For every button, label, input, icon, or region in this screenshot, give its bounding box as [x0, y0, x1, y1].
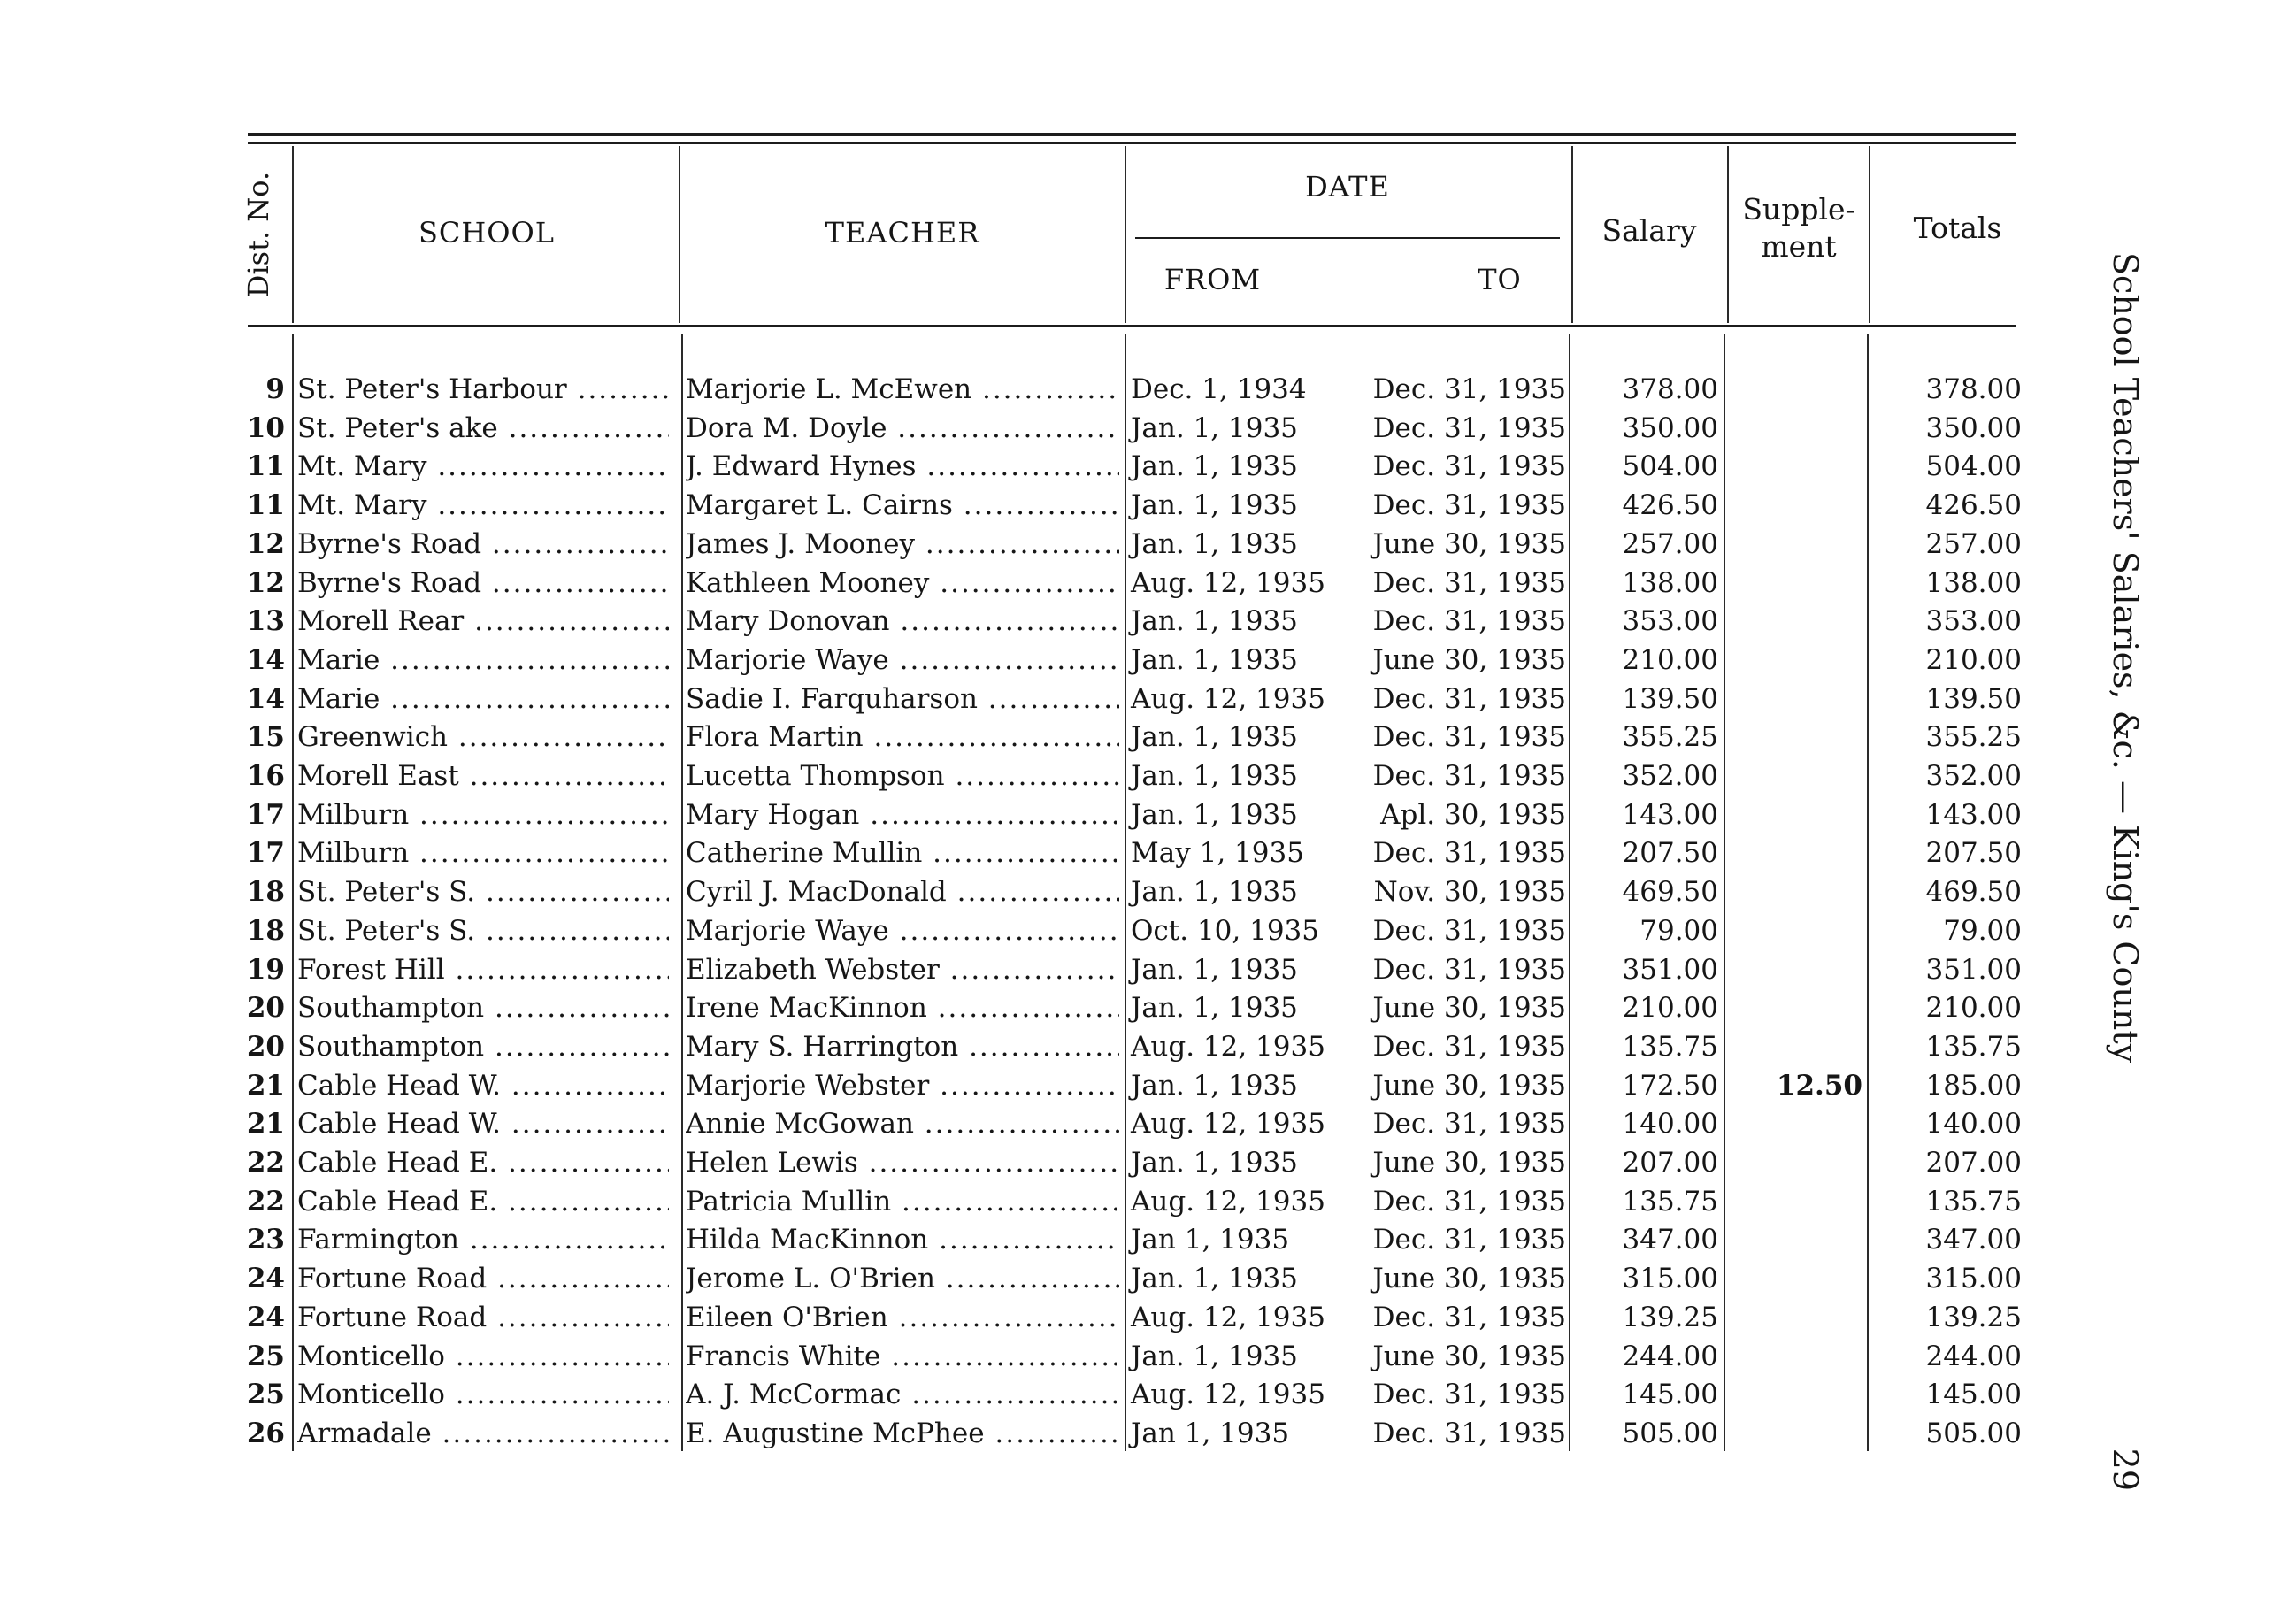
teacher-name: Elizabeth Webster ..... — [686, 950, 1119, 989]
total: 505.00 — [1925, 1417, 2022, 1449]
teacher-name: A. J. McCormac ..... — [686, 1375, 1119, 1414]
teacher-name: Mary S. Harrington ..... — [686, 1027, 1119, 1066]
teacher-name: Annie McGowan ..... — [686, 1104, 1119, 1143]
salary: 355.25 — [1622, 721, 1718, 753]
teacher-name: Mary Hogan ..... — [686, 795, 1119, 834]
total: 139.25 — [1925, 1302, 2022, 1333]
header-dist-no: Dist. No. — [242, 171, 275, 298]
school-name: Mt. Mary ..... — [297, 486, 669, 525]
salary: 244.00 — [1622, 1341, 1718, 1372]
table-row — [0, 1259, 2296, 1298]
teacher-name: Eileen O'Brien ..... — [686, 1298, 1119, 1337]
table-row — [0, 370, 2296, 409]
supplement — [1734, 641, 1862, 680]
date-to: June 30, 1935 — [1372, 528, 1566, 560]
total: 139.50 — [1925, 683, 2022, 715]
supplement — [1734, 795, 1862, 834]
dist-number: 11 — [246, 489, 285, 521]
teacher-name: Marjorie Waye ..... — [686, 911, 1119, 950]
dist-number: 17 — [246, 837, 285, 869]
supplement — [1734, 1027, 1862, 1066]
salary: 257.00 — [1622, 528, 1718, 560]
date-to: Nov. 30, 1935 — [1373, 876, 1566, 908]
dist-number: 21 — [246, 1070, 285, 1102]
school-name: Byrne's Road ..... — [297, 564, 669, 603]
school-name: Greenwich ..... — [297, 718, 669, 757]
date-from: Dec. 1, 1934 — [1131, 373, 1307, 405]
date-from: Jan. 1, 1935 — [1131, 489, 1298, 521]
teacher-name: James J. Mooney ..... — [686, 525, 1119, 564]
teacher-name: Catherine Mullin ..... — [686, 834, 1119, 872]
salary: 79.00 — [1639, 915, 1718, 947]
teacher-name: Marjorie Webster ..... — [686, 1066, 1119, 1105]
total: 355.25 — [1925, 721, 2022, 753]
header-divider-dist — [292, 146, 294, 323]
dist-number: 17 — [246, 799, 285, 831]
dist-number: 20 — [246, 992, 285, 1024]
date-from: Aug. 12, 1935 — [1131, 567, 1325, 599]
date-to: Apl. 30, 1935 — [1380, 799, 1566, 831]
running-title-text: School Teachers' Salaries, &c. — King's County — [2106, 252, 2145, 1064]
table-row — [0, 718, 2296, 757]
teacher-name: Marjorie Waye ..... — [686, 641, 1119, 680]
header-from: FROM — [1163, 263, 1262, 296]
date-from: Jan. 1, 1935 — [1131, 954, 1298, 986]
supplement — [1734, 680, 1862, 718]
total: 378.00 — [1925, 373, 2022, 405]
date-to: Dec. 31, 1935 — [1372, 1031, 1566, 1063]
school-name: Forest Hill ..... — [297, 950, 669, 989]
table-row — [0, 1337, 2296, 1376]
supplement — [1734, 1143, 1862, 1182]
table-row — [0, 602, 2296, 641]
supplement — [1734, 1298, 1862, 1337]
school-name: Fortune Road ..... — [297, 1259, 669, 1298]
header-school: SCHOOL — [418, 216, 556, 250]
teacher-name: Kathleen Mooney ..... — [686, 564, 1119, 603]
school-name: Southampton ..... — [297, 1027, 669, 1066]
teacher-name: Francis White ..... — [686, 1337, 1119, 1376]
supplement: 12.50 — [1776, 1070, 1862, 1102]
teacher-name: Margaret L. Cairns ..... — [686, 486, 1119, 525]
date-to: Dec. 31, 1935 — [1372, 1379, 1566, 1410]
date-from: Jan. 1, 1935 — [1131, 721, 1298, 753]
dist-number: 26 — [246, 1417, 285, 1449]
date-to: Dec. 31, 1935 — [1372, 489, 1566, 521]
date-from: Jan. 1, 1935 — [1131, 605, 1298, 637]
salary: 143.00 — [1622, 799, 1718, 831]
date-to: June 30, 1935 — [1372, 1263, 1566, 1295]
table-row — [0, 1298, 2296, 1337]
date-to: June 30, 1935 — [1372, 644, 1566, 676]
dist-number: 24 — [246, 1302, 285, 1333]
total: 351.00 — [1925, 954, 2022, 986]
header-bottom-rule — [248, 325, 2016, 327]
teacher-name: E. Augustine McPhee ..... — [686, 1414, 1119, 1453]
total: 207.00 — [1925, 1147, 2022, 1179]
supplement — [1734, 409, 1862, 448]
date-from: Jan. 1, 1935 — [1131, 1147, 1298, 1179]
dist-number: 22 — [246, 1186, 285, 1218]
date-from: Oct. 10, 1935 — [1131, 915, 1319, 947]
school-name: Cable Head W. ..... — [297, 1104, 669, 1143]
total: 469.50 — [1925, 876, 2022, 908]
supplement — [1734, 834, 1862, 872]
table-row — [0, 1066, 2296, 1105]
table-row — [0, 872, 2296, 911]
header-divider-supplement — [1869, 146, 1870, 323]
salary: 139.50 — [1622, 683, 1718, 715]
school-name: Morell East ..... — [297, 757, 669, 795]
total: 315.00 — [1925, 1263, 2022, 1295]
total: 138.00 — [1925, 567, 2022, 599]
supplement — [1734, 1220, 1862, 1259]
date-to: Dec. 31, 1935 — [1372, 567, 1566, 599]
teacher-name: Marjorie L. McEwen ..... — [686, 370, 1119, 409]
date-from: Jan. 1, 1935 — [1131, 1341, 1298, 1372]
header-to: TO — [1478, 263, 1522, 296]
date-from: Aug. 12, 1935 — [1131, 1302, 1325, 1333]
school-name: Marie ..... — [297, 680, 669, 718]
supplement — [1734, 988, 1862, 1027]
dist-number: 21 — [246, 1108, 285, 1140]
table-row — [0, 1027, 2296, 1066]
header-divider-teacher — [1125, 146, 1126, 323]
table-row — [0, 641, 2296, 680]
table-row — [0, 988, 2296, 1027]
supplement — [1734, 1182, 1862, 1221]
date-to: Dec. 31, 1935 — [1372, 450, 1566, 482]
dist-number: 13 — [246, 605, 285, 637]
teacher-name: Irene MacKinnon ..... — [686, 988, 1119, 1027]
salary: 353.00 — [1622, 605, 1718, 637]
date-from: Aug. 12, 1935 — [1131, 1031, 1325, 1063]
supplement — [1734, 1337, 1862, 1376]
header-supplement-line1: Supple- — [1742, 192, 1855, 227]
dist-number: 15 — [246, 721, 285, 753]
date-to: Dec. 31, 1935 — [1372, 1417, 1566, 1449]
date-to: Dec. 31, 1935 — [1372, 373, 1566, 405]
total: 257.00 — [1925, 528, 2022, 560]
dist-number: 12 — [246, 567, 285, 599]
teacher-name: Patricia Mullin ..... — [686, 1182, 1119, 1221]
salary: 207.00 — [1622, 1147, 1718, 1179]
total: 244.00 — [1925, 1341, 2022, 1372]
salary: 351.00 — [1622, 954, 1718, 986]
total: 504.00 — [1925, 450, 2022, 482]
salary: 350.00 — [1622, 412, 1718, 444]
table-row — [0, 757, 2296, 795]
school-name: Cable Head E. ..... — [297, 1143, 669, 1182]
supplement — [1734, 447, 1862, 486]
total: 145.00 — [1925, 1379, 2022, 1410]
dist-number: 10 — [246, 412, 285, 444]
date-header-rule — [1135, 237, 1560, 239]
teacher-name: Mary Donovan ..... — [686, 602, 1119, 641]
school-name: St. Peter's S. ..... — [297, 872, 669, 911]
salary: 145.00 — [1622, 1379, 1718, 1410]
dist-number: 22 — [246, 1147, 285, 1179]
header-supplement-line2: ment — [1761, 229, 1837, 264]
school-name: Monticello ..... — [297, 1375, 669, 1414]
date-to: Dec. 31, 1935 — [1372, 1108, 1566, 1140]
date-to: June 30, 1935 — [1372, 1341, 1566, 1372]
supplement — [1734, 525, 1862, 564]
supplement — [1734, 718, 1862, 757]
supplement — [1734, 911, 1862, 950]
table-row — [0, 1104, 2296, 1143]
date-from: Jan. 1, 1935 — [1131, 799, 1298, 831]
salary: 426.50 — [1622, 489, 1718, 521]
school-name: Farmington ..... — [297, 1220, 669, 1259]
table-row — [0, 950, 2296, 989]
date-to: Dec. 31, 1935 — [1372, 915, 1566, 947]
dist-number: 16 — [246, 760, 285, 792]
school-name: Mt. Mary ..... — [297, 447, 669, 486]
date-from: Jan. 1, 1935 — [1131, 528, 1298, 560]
school-name: Milburn ..... — [297, 834, 669, 872]
total: 352.00 — [1925, 760, 2022, 792]
date-to: June 30, 1935 — [1372, 1147, 1566, 1179]
table-row — [0, 795, 2296, 834]
header-teacher: TEACHER — [825, 216, 980, 250]
dist-number: 24 — [246, 1263, 285, 1295]
table-row — [0, 1375, 2296, 1414]
total: 353.00 — [1925, 605, 2022, 637]
total: 135.75 — [1925, 1031, 2022, 1063]
date-from: Jan. 1, 1935 — [1131, 450, 1298, 482]
salary: 135.75 — [1622, 1031, 1718, 1063]
dist-number: 9 — [265, 373, 285, 405]
salary: 207.50 — [1622, 837, 1718, 869]
page-number: 29 — [2106, 1448, 2145, 1491]
date-to: June 30, 1935 — [1372, 992, 1566, 1024]
supplement — [1734, 1259, 1862, 1298]
supplement — [1734, 950, 1862, 989]
date-to: Dec. 31, 1935 — [1372, 954, 1566, 986]
dist-number: 19 — [246, 954, 285, 986]
dist-number: 18 — [246, 876, 285, 908]
salary: 139.25 — [1622, 1302, 1718, 1333]
school-name: St. Peter's Harbour ..... — [297, 370, 669, 409]
date-from: Aug. 12, 1935 — [1131, 1186, 1325, 1218]
teacher-name: Hilda MacKinnon ..... — [686, 1220, 1119, 1259]
table-row — [0, 564, 2296, 603]
table-row — [0, 1182, 2296, 1221]
teacher-name: Jerome L. O'Brien ..... — [686, 1259, 1119, 1298]
date-to: Dec. 31, 1935 — [1372, 1186, 1566, 1218]
teacher-name: Sadie I. Farquharson ..... — [686, 680, 1119, 718]
date-to: Dec. 31, 1935 — [1372, 1224, 1566, 1256]
school-name: St. Peter's S. ..... — [297, 911, 669, 950]
supplement — [1734, 564, 1862, 603]
dist-number: 25 — [246, 1341, 285, 1372]
dist-number: 25 — [246, 1379, 285, 1410]
teacher-name: Cyril J. MacDonald ..... — [686, 872, 1119, 911]
school-name: Cable Head W. ..... — [297, 1066, 669, 1105]
table-row — [0, 1220, 2296, 1259]
total: 350.00 — [1925, 412, 2022, 444]
dist-number: 12 — [246, 528, 285, 560]
date-to: Dec. 31, 1935 — [1372, 721, 1566, 753]
date-from: Jan. 1, 1935 — [1131, 760, 1298, 792]
table-row — [0, 911, 2296, 950]
table-row — [0, 409, 2296, 448]
table-row — [0, 447, 2296, 486]
date-from: Jan. 1, 1935 — [1131, 412, 1298, 444]
total: 210.00 — [1925, 644, 2022, 676]
salary: 140.00 — [1622, 1108, 1718, 1140]
salary: 135.75 — [1622, 1186, 1718, 1218]
school-name: Fortune Road ..... — [297, 1298, 669, 1337]
date-to: June 30, 1935 — [1372, 1070, 1566, 1102]
salary: 172.50 — [1622, 1070, 1718, 1102]
total: 426.50 — [1925, 489, 2022, 521]
school-name: Morell Rear ..... — [297, 602, 669, 641]
school-name: Southampton ..... — [297, 988, 669, 1027]
table-row — [0, 680, 2296, 718]
total: 207.50 — [1925, 837, 2022, 869]
top-rule — [248, 133, 2016, 136]
total: 143.00 — [1925, 799, 2022, 831]
date-from: Aug. 12, 1935 — [1131, 683, 1325, 715]
school-name: Cable Head E. ..... — [297, 1182, 669, 1221]
supplement — [1734, 872, 1862, 911]
date-from: Jan. 1, 1935 — [1131, 876, 1298, 908]
supplement — [1734, 757, 1862, 795]
salary: 138.00 — [1622, 567, 1718, 599]
supplement — [1734, 486, 1862, 525]
dist-number: 11 — [246, 450, 285, 482]
dist-number: 14 — [246, 644, 285, 676]
table-row — [0, 486, 2296, 525]
dist-number: 14 — [246, 683, 285, 715]
supplement — [1734, 1375, 1862, 1414]
teacher-name: J. Edward Hynes ..... — [686, 447, 1119, 486]
header-divider-salary — [1727, 146, 1729, 323]
salary: 352.00 — [1622, 760, 1718, 792]
salary: 378.00 — [1622, 373, 1718, 405]
supplement — [1734, 602, 1862, 641]
dist-number: 23 — [246, 1224, 285, 1256]
date-to: Dec. 31, 1935 — [1372, 1302, 1566, 1333]
total: 79.00 — [1943, 915, 2022, 947]
teacher-name: Lucetta Thompson ..... — [686, 757, 1119, 795]
salary: 505.00 — [1622, 1417, 1718, 1449]
salary: 210.00 — [1622, 992, 1718, 1024]
teacher-name: Helen Lewis ..... — [686, 1143, 1119, 1182]
dist-number: 20 — [246, 1031, 285, 1063]
header-divider-school — [679, 146, 680, 323]
date-from: May 1, 1935 — [1131, 837, 1304, 869]
total: 185.00 — [1925, 1070, 2022, 1102]
salary: 469.50 — [1622, 876, 1718, 908]
date-to: Dec. 31, 1935 — [1372, 412, 1566, 444]
total: 140.00 — [1925, 1108, 2022, 1140]
date-from: Jan 1, 1935 — [1131, 1417, 1290, 1449]
school-name: Armadale ..... — [297, 1414, 669, 1453]
teacher-name: Flora Martin ..... — [686, 718, 1119, 757]
dist-number: 18 — [246, 915, 285, 947]
header-date: DATE — [1305, 170, 1390, 204]
date-from: Jan. 1, 1935 — [1131, 644, 1298, 676]
date-from: Aug. 12, 1935 — [1131, 1108, 1325, 1140]
school-name: Monticello ..... — [297, 1337, 669, 1376]
school-name: Milburn ..... — [297, 795, 669, 834]
total: 135.75 — [1925, 1186, 2022, 1218]
supplement — [1734, 370, 1862, 409]
top-rule-thin — [248, 142, 2016, 144]
school-name: Marie ..... — [297, 641, 669, 680]
total: 347.00 — [1925, 1224, 2022, 1256]
salary: 210.00 — [1622, 644, 1718, 676]
date-from: Aug. 12, 1935 — [1131, 1379, 1325, 1410]
date-to: Dec. 31, 1935 — [1372, 605, 1566, 637]
salary: 504.00 — [1622, 450, 1718, 482]
date-from: Jan. 1, 1935 — [1131, 1263, 1298, 1295]
table-row — [0, 525, 2296, 564]
supplement — [1734, 1414, 1862, 1453]
date-to: Dec. 31, 1935 — [1372, 837, 1566, 869]
school-name: St. Peter's ake ..... — [297, 409, 669, 448]
salary: 347.00 — [1622, 1224, 1718, 1256]
running-title — [2100, 252, 2145, 1491]
table-row — [0, 834, 2296, 872]
table-row — [0, 1143, 2296, 1182]
supplement — [1734, 1104, 1862, 1143]
date-from: Jan. 1, 1935 — [1131, 992, 1298, 1024]
salary: 315.00 — [1622, 1263, 1718, 1295]
table-row — [0, 1414, 2296, 1453]
teacher-name: Dora M. Doyle ..... — [686, 409, 1119, 448]
date-to: Dec. 31, 1935 — [1372, 760, 1566, 792]
date-to: Dec. 31, 1935 — [1372, 683, 1566, 715]
date-from: Jan. 1, 1935 — [1131, 1070, 1298, 1102]
total: 210.00 — [1925, 992, 2022, 1024]
header-salary: Salary — [1601, 213, 1697, 248]
date-from: Jan 1, 1935 — [1131, 1224, 1290, 1256]
header-totals: Totals — [1913, 211, 2002, 245]
school-name: Byrne's Road ..... — [297, 525, 669, 564]
